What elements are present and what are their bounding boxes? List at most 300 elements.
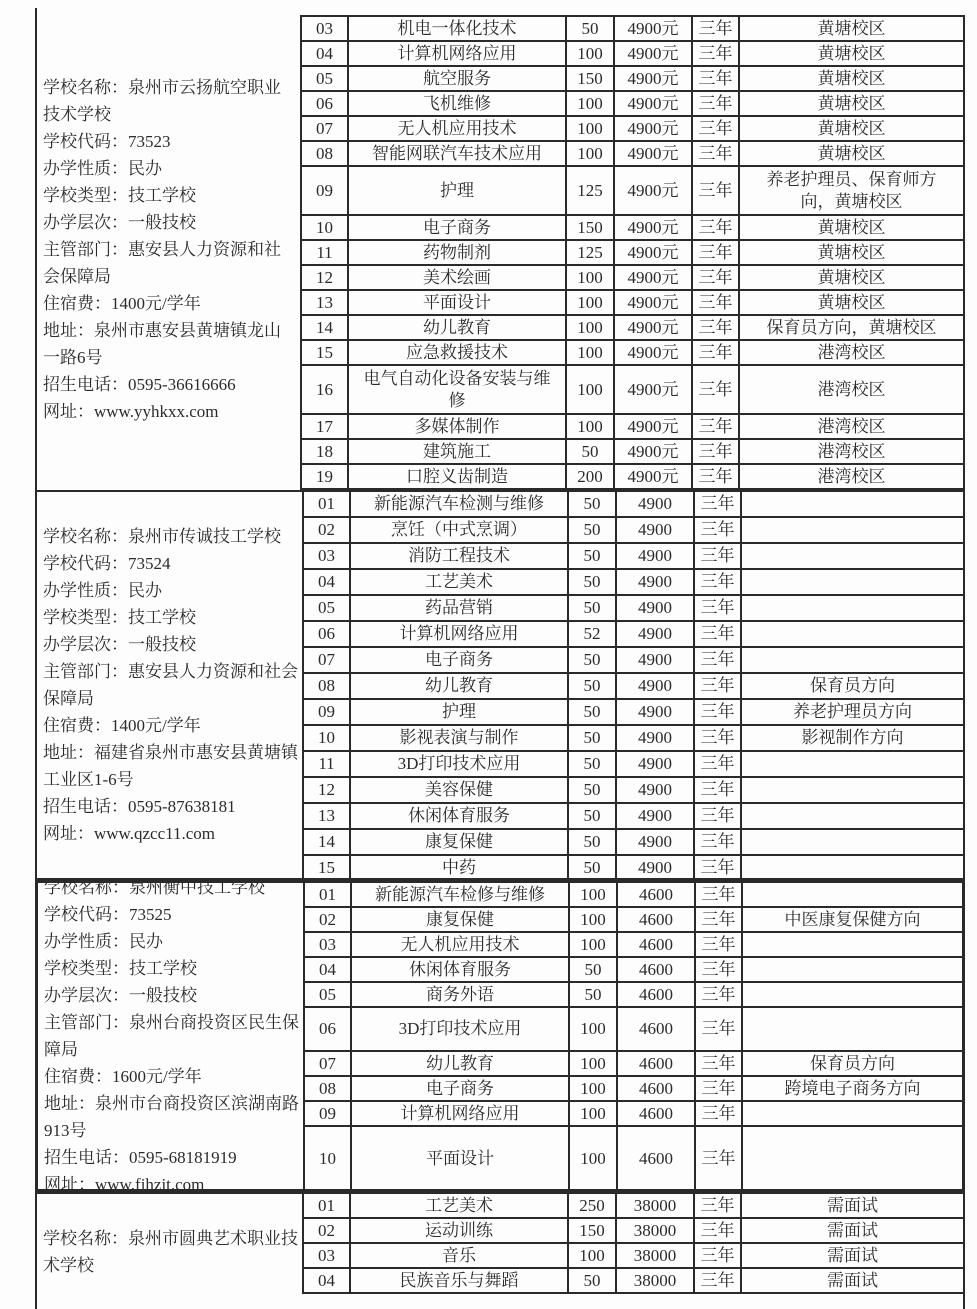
cell-no: 14 — [304, 830, 351, 856]
cell-duration: 三年 — [693, 67, 740, 92]
cell-major: 影视表演与制作 — [351, 726, 569, 752]
table-row — [302, 440, 965, 465]
cell-fee: 4900元 — [615, 341, 693, 366]
cell-fee: 38000 — [617, 1244, 695, 1269]
school-info-line: 主管部门：惠安县人力资源和社会保障局 — [43, 662, 298, 708]
cell-major: 民族音乐与舞蹈 — [351, 1269, 569, 1294]
cell-major: 口腔义齿制造 — [349, 465, 567, 490]
cell-note: 港湾校区 — [740, 440, 965, 465]
cell-duration: 三年 — [696, 1127, 743, 1193]
cell-note: 黄塘校区 — [740, 92, 965, 117]
cell-quota: 100 — [567, 42, 615, 67]
cell-duration: 三年 — [696, 958, 743, 983]
cell-note — [743, 933, 962, 958]
cell-fee: 4900元 — [615, 366, 693, 415]
table-row — [304, 544, 963, 570]
cell-quota: 150 — [569, 1219, 617, 1244]
cell-no: 07 — [304, 648, 351, 674]
cell-note: 黄塘校区 — [740, 241, 965, 266]
cell-fee: 38000 — [617, 1219, 695, 1244]
table-row — [305, 933, 962, 958]
cell-duration: 三年 — [695, 752, 742, 778]
cell-duration: 三年 — [693, 316, 740, 341]
cell-duration: 三年 — [695, 726, 742, 752]
cell-duration: 三年 — [696, 883, 743, 908]
cell-quota: 100 — [570, 1008, 618, 1052]
school-info-line: 办学层次：一般技校 — [43, 212, 196, 232]
cell-major: 护理 — [351, 700, 569, 726]
table-row — [304, 726, 963, 752]
cell-note — [742, 570, 963, 596]
cell-no: 06 — [304, 622, 351, 648]
cell-no: 18 — [302, 440, 349, 465]
cell-quota: 100 — [567, 366, 615, 415]
school-info-line: 主管部门：惠安县人力资源和社会保障局 — [43, 239, 281, 286]
cell-quota: 100 — [567, 117, 615, 142]
cell-note — [742, 856, 963, 882]
table-row — [304, 778, 963, 804]
cell-note — [743, 1127, 962, 1193]
cell-fee: 4900 — [617, 700, 695, 726]
cell-major: 运动训练 — [351, 1219, 569, 1244]
cell-major: 美容保健 — [351, 778, 569, 804]
cell-major: 计算机网络应用 — [352, 1102, 570, 1127]
cell-major: 3D打印技术应用 — [351, 752, 569, 778]
cell-quota: 50 — [569, 648, 617, 674]
cell-no: 17 — [302, 415, 349, 440]
cell-major: 飞机维修 — [349, 92, 567, 117]
cell-duration: 三年 — [693, 341, 740, 366]
cell-duration: 三年 — [696, 933, 743, 958]
table-row — [304, 700, 963, 726]
cell-major: 电子商务 — [352, 1077, 570, 1102]
cell-major: 应急救援技术 — [349, 341, 567, 366]
cell-no: 12 — [304, 778, 351, 804]
table-row — [302, 291, 965, 316]
table-row — [302, 241, 965, 266]
cell-duration: 三年 — [695, 518, 742, 544]
school-info-line: 学校名称：泉州市圆典艺术职业技术学校 — [43, 1228, 298, 1275]
majors-table — [300, 15, 965, 490]
cell-quota: 50 — [569, 700, 617, 726]
table-row — [304, 518, 963, 544]
majors-table — [302, 492, 963, 882]
cell-quota: 52 — [569, 622, 617, 648]
cell-duration: 三年 — [693, 440, 740, 465]
cell-major: 康复保健 — [351, 830, 569, 856]
school-info-line: 住宿费：1600元/学年 — [44, 1067, 202, 1086]
cell-major: 幼儿教育 — [351, 674, 569, 700]
school-info-line: 学校类型：技工学校 — [43, 185, 196, 205]
cell-fee: 4600 — [618, 1102, 696, 1127]
cell-note: 黄塘校区 — [740, 291, 965, 316]
table-row — [304, 804, 963, 830]
cell-quota: 100 — [570, 1052, 618, 1077]
cell-quota: 100 — [570, 933, 618, 958]
cell-fee: 4900元 — [615, 117, 693, 142]
cell-note — [742, 778, 963, 804]
cell-duration: 三年 — [695, 856, 742, 882]
cell-fee: 4900元 — [615, 465, 693, 490]
cell-note: 黄塘校区 — [740, 216, 965, 241]
cell-no: 03 — [304, 1244, 351, 1269]
cell-major: 休闲体育服务 — [351, 804, 569, 830]
table-row — [304, 596, 963, 622]
cell-duration: 三年 — [693, 465, 740, 490]
cell-duration: 三年 — [695, 492, 742, 518]
cell-duration: 三年 — [696, 1008, 743, 1052]
cell-duration: 三年 — [693, 42, 740, 67]
table-row — [305, 1127, 962, 1193]
cell-duration: 三年 — [695, 570, 742, 596]
cell-major: 无人机应用技术 — [352, 933, 570, 958]
cell-no: 13 — [304, 804, 351, 830]
cell-major: 烹饪（中式烹调） — [351, 518, 569, 544]
cell-duration: 三年 — [695, 1194, 742, 1219]
school-info — [35, 8, 300, 490]
cell-fee: 4600 — [618, 933, 696, 958]
cell-quota: 150 — [567, 216, 615, 241]
cell-quota: 100 — [570, 908, 618, 933]
cell-major: 计算机网络应用 — [351, 622, 569, 648]
table-row — [305, 1102, 962, 1127]
cell-fee: 4900元 — [615, 291, 693, 316]
table-row — [304, 752, 963, 778]
cell-note — [742, 830, 963, 856]
majors-table — [302, 1194, 963, 1294]
cell-fee: 4900 — [617, 596, 695, 622]
cell-note: 保育员方向 — [743, 1052, 962, 1077]
table-row — [305, 1077, 962, 1102]
cell-major: 电气自动化设备安装与维修 — [349, 366, 567, 415]
cell-duration: 三年 — [696, 1102, 743, 1127]
cell-fee: 4600 — [618, 1052, 696, 1077]
cell-major: 音乐 — [351, 1244, 569, 1269]
cell-major: 药品营销 — [351, 596, 569, 622]
table-row — [302, 465, 965, 490]
cell-major: 中药 — [351, 856, 569, 882]
cell-note: 黄塘校区 — [740, 266, 965, 291]
school-info-line: 住宿费：1400元/学年 — [43, 293, 201, 313]
cell-no: 10 — [302, 216, 349, 241]
school-info-line: 办学性质：民办 — [43, 581, 162, 600]
table-row — [304, 856, 963, 882]
school-block — [35, 490, 965, 880]
cell-no: 04 — [305, 958, 352, 983]
cell-quota: 100 — [567, 142, 615, 167]
cell-no: 07 — [302, 117, 349, 142]
cell-fee: 4900元 — [615, 440, 693, 465]
cell-quota: 100 — [567, 415, 615, 440]
table-row — [305, 908, 962, 933]
cell-duration: 三年 — [693, 92, 740, 117]
cell-quota: 50 — [570, 958, 618, 983]
cell-fee: 4900元 — [615, 42, 693, 67]
cell-duration: 三年 — [695, 544, 742, 570]
cell-note: 影视制作方向 — [742, 726, 963, 752]
cell-duration: 三年 — [695, 700, 742, 726]
cell-no: 08 — [302, 142, 349, 167]
cell-duration: 三年 — [693, 366, 740, 415]
cell-quota: 50 — [570, 983, 618, 1008]
cell-no: 06 — [302, 92, 349, 117]
table-row — [302, 341, 965, 366]
cell-quota: 125 — [567, 167, 615, 216]
cell-quota: 100 — [567, 266, 615, 291]
cell-note — [743, 983, 962, 1008]
cell-no: 03 — [305, 933, 352, 958]
school-info-line: 住宿费：1400元/学年 — [43, 716, 201, 735]
cell-duration: 三年 — [696, 1077, 743, 1102]
cell-no: 13 — [302, 291, 349, 316]
cell-note: 需面试 — [742, 1194, 963, 1219]
cell-fee: 4900元 — [615, 142, 693, 167]
cell-fee: 38000 — [617, 1194, 695, 1219]
school-info — [38, 878, 303, 1194]
table-row — [304, 1194, 963, 1219]
table-row — [304, 492, 963, 518]
cell-fee: 4900元 — [615, 92, 693, 117]
school-info-line: 学校名称：泉州衡中技工学校 — [44, 878, 265, 897]
cell-fee: 4900元 — [615, 415, 693, 440]
school-info-line: 招生电话：0595-68181919 — [44, 1148, 237, 1167]
table-row — [304, 1219, 963, 1244]
cell-quota: 100 — [570, 1127, 618, 1193]
cell-no: 04 — [304, 570, 351, 596]
table-row — [302, 117, 965, 142]
school-info-line: 地址：泉州市惠安县黄塘镇龙山一路6号 — [43, 320, 281, 367]
cell-duration: 三年 — [695, 1244, 742, 1269]
school-info — [37, 492, 302, 878]
cell-major: 商务外语 — [352, 983, 570, 1008]
cell-no: 15 — [304, 856, 351, 882]
cell-fee: 4900 — [617, 518, 695, 544]
cell-note — [742, 544, 963, 570]
cell-no: 07 — [305, 1052, 352, 1077]
cell-duration: 三年 — [693, 142, 740, 167]
cell-duration: 三年 — [695, 622, 742, 648]
cell-note — [742, 492, 963, 518]
cell-no: 09 — [302, 167, 349, 216]
majors-table — [303, 883, 962, 1193]
school-info-line: 招生电话：0595-87638181 — [43, 797, 236, 816]
cell-quota: 50 — [569, 1269, 617, 1294]
table-row — [305, 983, 962, 1008]
cell-note: 需面试 — [742, 1244, 963, 1269]
table-row — [302, 42, 965, 67]
cell-major: 航空服务 — [349, 67, 567, 92]
cell-no: 12 — [302, 266, 349, 291]
cell-no: 09 — [304, 700, 351, 726]
table-row — [304, 1244, 963, 1269]
school-info-line: 学校名称：泉州市传诚技工学校 — [43, 527, 281, 546]
school-info-line: 主管部门：泉州台商投资区民生保障局 — [44, 1013, 299, 1059]
cell-fee: 4900元 — [615, 67, 693, 92]
cell-duration: 三年 — [696, 908, 743, 933]
cell-note: 保育员方向，黄塘校区 — [740, 316, 965, 341]
cell-quota: 50 — [569, 518, 617, 544]
cell-note: 港湾校区 — [740, 415, 965, 440]
cell-fee: 4900 — [617, 778, 695, 804]
cell-note: 跨境电子商务方向 — [743, 1077, 962, 1102]
cell-note — [743, 883, 962, 908]
cell-major: 电子商务 — [351, 648, 569, 674]
cell-quota: 50 — [569, 752, 617, 778]
cell-duration: 三年 — [695, 596, 742, 622]
cell-quota: 100 — [569, 1244, 617, 1269]
cell-fee: 4900 — [617, 544, 695, 570]
cell-duration: 三年 — [695, 648, 742, 674]
cell-no: 04 — [304, 1269, 351, 1294]
cell-no: 01 — [304, 492, 351, 518]
cell-quota: 50 — [569, 830, 617, 856]
cell-no: 01 — [305, 883, 352, 908]
cell-major: 无人机应用技术 — [349, 117, 567, 142]
cell-no: 01 — [304, 1194, 351, 1219]
table-row — [304, 648, 963, 674]
cell-quota: 50 — [569, 778, 617, 804]
cell-note: 黄塘校区 — [740, 142, 965, 167]
cell-note — [742, 622, 963, 648]
cell-quota: 100 — [567, 92, 615, 117]
cell-fee: 4600 — [618, 958, 696, 983]
school-info-line: 办学性质：民办 — [44, 932, 163, 951]
cell-duration: 三年 — [693, 291, 740, 316]
cell-fee: 4600 — [618, 908, 696, 933]
cell-major: 幼儿教育 — [349, 316, 567, 341]
cell-note: 港湾校区 — [740, 366, 965, 415]
table-row — [302, 216, 965, 241]
cell-major: 平面设计 — [352, 1127, 570, 1193]
cell-note: 养老护理员、保育师方向，黄塘校区 — [740, 167, 965, 216]
cell-major: 休闲体育服务 — [352, 958, 570, 983]
cell-quota: 50 — [567, 440, 615, 465]
school-info-line: 学校名称：泉州市云扬航空职业技术学校 — [43, 77, 281, 124]
cell-fee: 4600 — [618, 1077, 696, 1102]
cell-note — [742, 804, 963, 830]
cell-quota: 100 — [567, 291, 615, 316]
cell-fee: 4900 — [617, 726, 695, 752]
cell-duration: 三年 — [695, 674, 742, 700]
table-row — [305, 958, 962, 983]
cell-major: 智能网联汽车技术应用 — [349, 142, 567, 167]
cell-duration: 三年 — [695, 1269, 742, 1294]
table-row — [304, 830, 963, 856]
cell-fee: 4900 — [617, 856, 695, 882]
cell-no: 15 — [302, 341, 349, 366]
cell-duration: 三年 — [695, 804, 742, 830]
table-row — [302, 366, 965, 415]
cell-fee: 4600 — [618, 983, 696, 1008]
cell-note — [742, 648, 963, 674]
cell-major: 康复保健 — [352, 908, 570, 933]
cell-quota: 50 — [569, 492, 617, 518]
table-row — [302, 92, 965, 117]
cell-duration: 三年 — [693, 167, 740, 216]
cell-fee: 4600 — [618, 1008, 696, 1052]
cell-duration: 三年 — [693, 415, 740, 440]
cell-quota: 100 — [567, 316, 615, 341]
table-row — [302, 67, 965, 92]
cell-major: 新能源汽车检测与维修 — [351, 492, 569, 518]
table-row — [302, 316, 965, 341]
cell-fee: 4900元 — [615, 216, 693, 241]
cell-quota: 100 — [570, 883, 618, 908]
cell-no: 02 — [304, 1219, 351, 1244]
cell-major: 3D打印技术应用 — [352, 1008, 570, 1052]
cell-fee: 4900元 — [615, 266, 693, 291]
cell-major: 平面设计 — [349, 291, 567, 316]
cell-quota: 200 — [567, 465, 615, 490]
school-block — [35, 8, 965, 490]
cell-note: 黄塘校区 — [740, 67, 965, 92]
cell-note: 需面试 — [742, 1269, 963, 1294]
cell-fee: 4900元 — [615, 241, 693, 266]
cell-fee: 4600 — [618, 1127, 696, 1193]
school-info-line: 地址：福建省泉州市惠安县黄塘镇工业区1-6号 — [43, 743, 298, 789]
cell-no: 06 — [305, 1008, 352, 1052]
cell-quota: 50 — [569, 570, 617, 596]
table-row — [304, 674, 963, 700]
cell-note: 养老护理员方向 — [742, 700, 963, 726]
cell-quota: 50 — [569, 544, 617, 570]
school-info-line: 学校代码：73524 — [43, 554, 171, 573]
cell-fee: 4600 — [618, 883, 696, 908]
cell-quota: 100 — [570, 1077, 618, 1102]
school-info — [37, 1194, 302, 1309]
school-info-line: 网址：www.qzcc11.com — [43, 824, 216, 843]
cell-quota: 50 — [569, 856, 617, 882]
table-row — [304, 1269, 963, 1294]
cell-quota: 50 — [567, 17, 615, 42]
cell-no: 03 — [302, 17, 349, 42]
cell-no: 05 — [302, 67, 349, 92]
cell-note — [742, 518, 963, 544]
cell-note: 保育员方向 — [742, 674, 963, 700]
school-block — [35, 1192, 965, 1309]
table-row — [302, 415, 965, 440]
cell-major: 机电一体化技术 — [349, 17, 567, 42]
school-info-line: 地址：泉州市台商投资区滨湖南路913号 — [44, 1094, 299, 1140]
school-info-line: 办学性质：民办 — [43, 158, 162, 178]
cell-duration: 三年 — [693, 117, 740, 142]
table-row — [305, 883, 962, 908]
cell-note — [743, 1102, 962, 1127]
cell-no: 11 — [304, 752, 351, 778]
cell-duration: 三年 — [695, 1219, 742, 1244]
cell-duration: 三年 — [696, 983, 743, 1008]
school-info-line: 办学层次：一般技校 — [43, 635, 196, 654]
cell-note: 黄塘校区 — [740, 42, 965, 67]
cell-no: 10 — [304, 726, 351, 752]
cell-note — [743, 958, 962, 983]
school-info-line: 网址：www.yyhkxx.com — [43, 401, 219, 421]
cell-major: 新能源汽车检修与维修 — [352, 883, 570, 908]
table-row — [302, 17, 965, 42]
cell-no: 09 — [305, 1102, 352, 1127]
cell-duration: 三年 — [693, 216, 740, 241]
cell-quota: 50 — [569, 674, 617, 700]
table-row — [304, 570, 963, 596]
cell-quota: 100 — [570, 1102, 618, 1127]
cell-no: 11 — [302, 241, 349, 266]
cell-major: 多媒体制作 — [349, 415, 567, 440]
cell-major: 药物制剂 — [349, 241, 567, 266]
table-row — [302, 167, 965, 216]
table-row — [305, 1052, 962, 1077]
table-row — [304, 622, 963, 648]
school-info-line: 网址：www.fjhzjt.com — [44, 1175, 205, 1194]
